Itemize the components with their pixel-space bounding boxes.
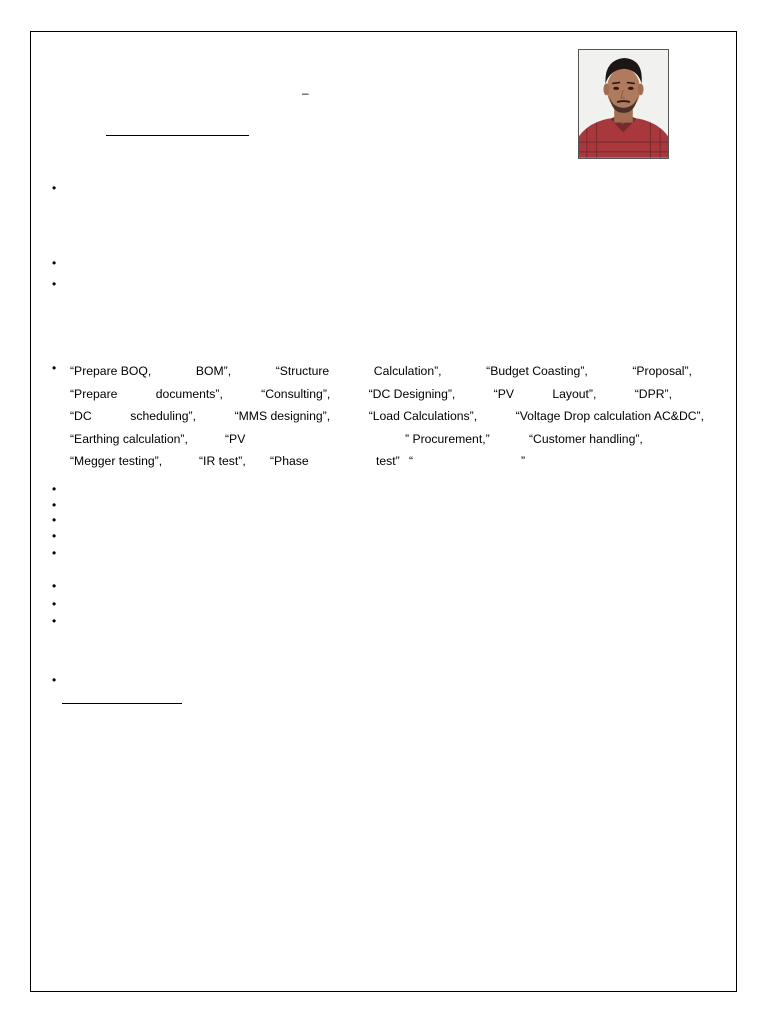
skill-item: “Earthing calculation”, <box>70 431 188 446</box>
skill-item: “Structure <box>275 364 330 378</box>
skill-item: Calculation”, <box>373 364 442 378</box>
bullet-marker <box>52 617 60 625</box>
skill-item: “Prepare <box>70 386 118 401</box>
skill-item: “IR test”, <box>199 454 246 468</box>
skill-item: “DPR”, <box>634 386 672 401</box>
skill-item: “Proposal”, <box>632 364 692 378</box>
bullet-marker <box>52 364 60 372</box>
bullet-marker <box>52 259 60 267</box>
skill-item: “PV <box>493 386 514 401</box>
skills-line-4 <box>70 428 710 451</box>
skills-line-2 <box>70 383 672 406</box>
skills-list <box>70 360 710 473</box>
bullet-marker <box>52 676 60 684</box>
page-frame <box>30 31 737 992</box>
bullet-marker <box>52 516 60 524</box>
skills-line-5 <box>70 450 710 473</box>
skills-line-3 <box>70 405 704 428</box>
skill-item: test” <box>376 454 400 468</box>
skill-item: “DC Designing”, <box>368 386 456 401</box>
skill-item: “Megger testing”, <box>70 454 163 468</box>
bullet-marker <box>52 184 60 192</box>
header-dash: – <box>302 86 309 100</box>
skill-item: ” Procurement,” <box>405 431 490 446</box>
bullet-marker <box>52 501 60 509</box>
skill-item: ” <box>521 454 526 468</box>
profile-photo <box>578 49 669 159</box>
skill-item: “Consulting”, <box>261 386 331 401</box>
skill-item: “MMS designing”, <box>234 409 331 423</box>
skill-item: “Voltage Drop calculation AC&DC”, <box>515 409 704 423</box>
skills-line-1 <box>70 360 692 383</box>
bullet-marker <box>52 532 60 540</box>
skill-item: documents”, <box>155 386 223 401</box>
skill-item: “Prepare BOQ, <box>70 364 152 378</box>
skill-item: “ <box>409 454 414 468</box>
skill-item: “Customer handling”, <box>529 431 643 446</box>
skill-item: “Load Calculations”, <box>368 409 478 423</box>
bullet-marker <box>52 280 60 288</box>
bullet-marker <box>52 600 60 608</box>
skill-item: Layout”, <box>552 386 597 401</box>
bullet-marker <box>52 582 60 590</box>
bullet-marker <box>52 549 60 557</box>
skill-item: “Budget Coasting”, <box>486 364 588 378</box>
header-underline <box>106 135 249 136</box>
skill-item: BOM”, <box>195 364 232 378</box>
skill-item: “PV <box>225 431 246 446</box>
bullet-marker <box>52 485 60 493</box>
skill-item: scheduling”, <box>130 409 196 423</box>
skill-item: “DC <box>70 409 92 423</box>
skill-item: “Phase <box>270 454 309 468</box>
section-underline <box>62 703 182 704</box>
